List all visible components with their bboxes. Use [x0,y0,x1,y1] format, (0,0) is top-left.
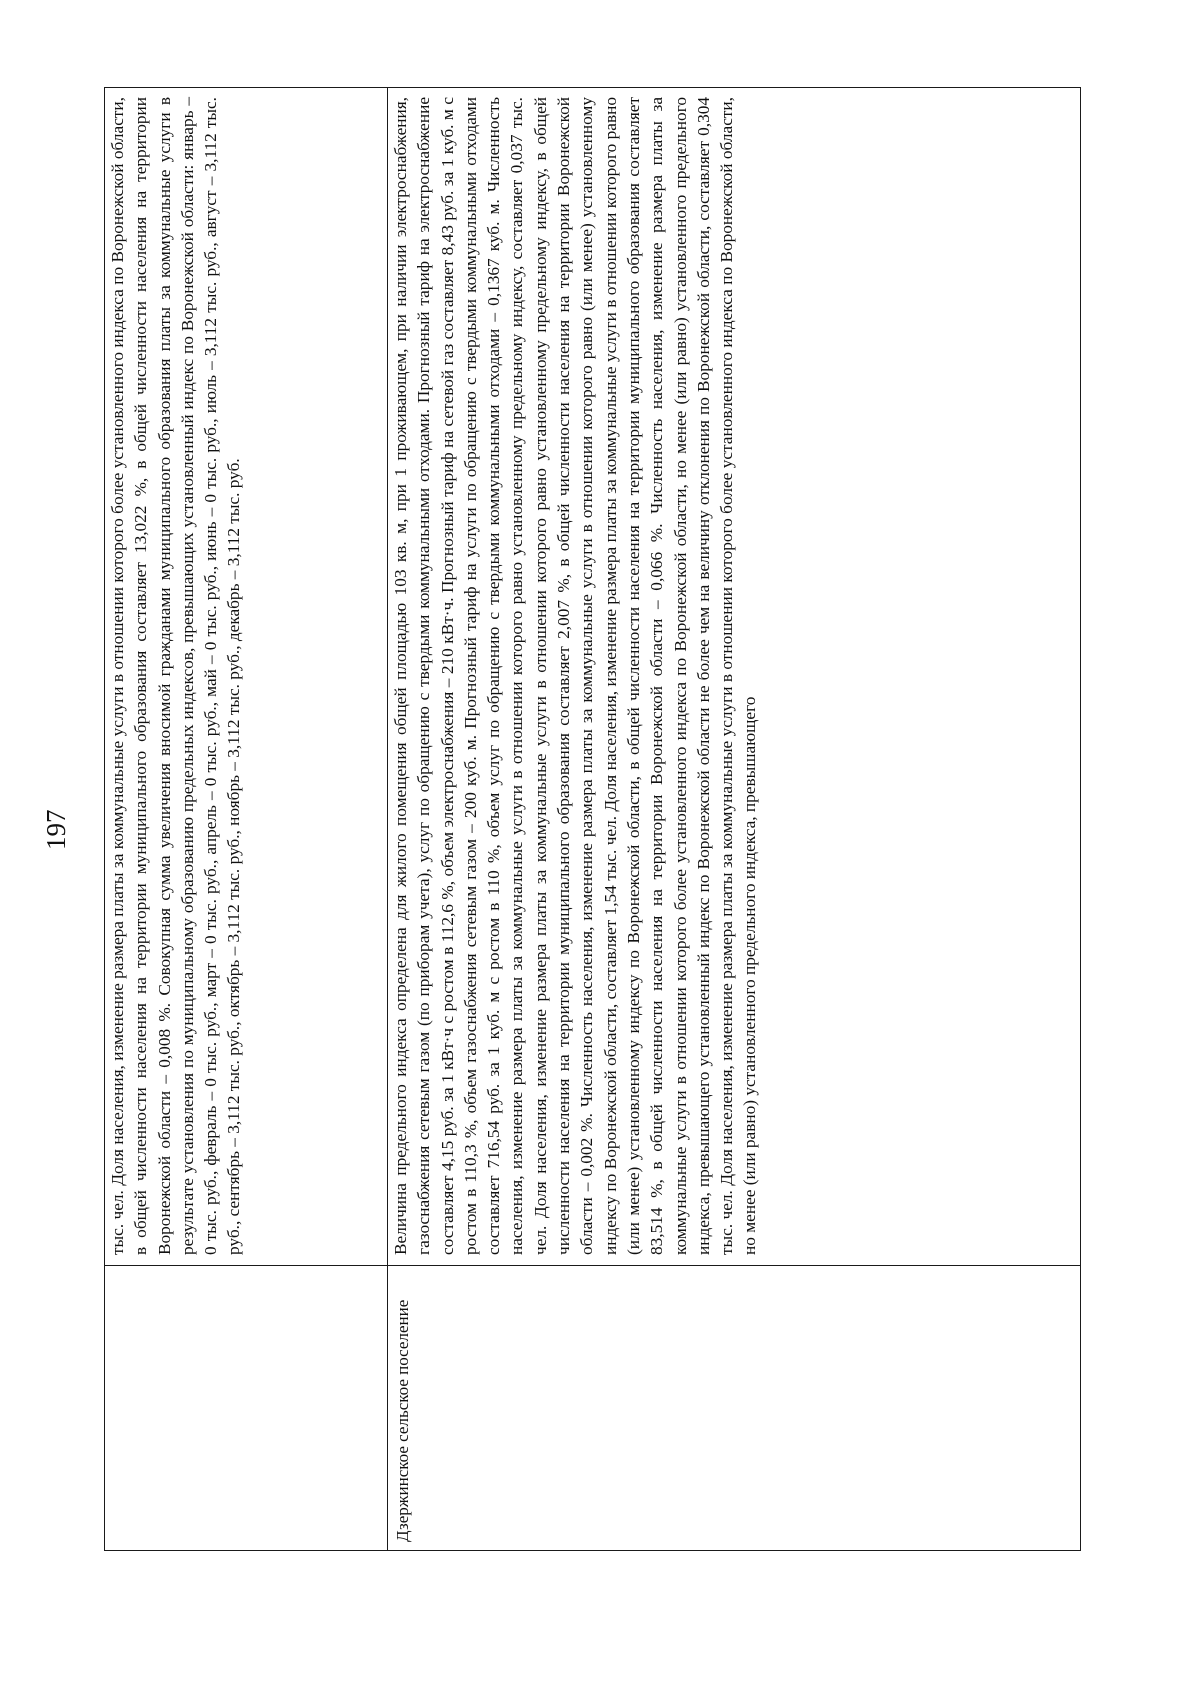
municipality-name-cell [105,1266,388,1551]
description-cell [105,88,388,1266]
table-row [388,88,1081,1551]
description-text: Величина предельного индекса определена для жилого помещения общей площадью 103 кв. м, при 1 проживающем, при наличии электроснабжения, газоснабжения сетевым газом (по приборам учета), услуг по обращению с твердыми коммунальными отходами. Прогнозный тариф на электроснабжение составляет 4,15 руб. за 1 кВт·ч с ростом в 112,6 %, объем электроснабжения – 210 кВт·ч. Прогнозный тариф на сетевой газ составляет 8,43 руб. за 1 куб. м с ростом в 110,3 %, объем газоснабжения сетевым газом – 200 куб. м. Прогнозный тариф на услуги по обращению с твердыми коммунальными отходами составляет 716,54 руб. за 1 куб. м с ростом в 110 %, объем услуг по обращению с твердыми коммунальными отходами – 0,1367 куб. м. Численность населения, изменение размера платы за коммунальные услуги в отношении которого равно установленному предельному индексу, составляет 0,037 тыс. чел. Доля населения, изменение размера платы за коммунальные услуги в отношении которого равно установленному предельному индексу, в общей численности населения на территории муниципального образования составляет 2,007 %, в общей численности населения на территории Воронежской области – 0,002 %. Численность населения, изменение размера платы за коммунальные услуги в отношении которого равно (или менее) установленному индексу по Воронежской области, составляет 1,54 тыс. чел. Доля населения, изменение размера платы за коммунальные услуги в отношении которого равно (или менее) установленному индексу по Воронежской области, в общей численности населения на территории муниципального образования составляет 83,514 %, в общей численности населения на территории Воронежской области – 0,066 %. Численность населения, изменение размера платы за коммунальные услуги в отношении которого более установленного индекса по Воронежской области, но менее (или равно) установленного предельного индекса, превышающего установленный индекс по Воронежской области не более чем на величину отклонения по Воронежской области, составляет 0,304 тыс. чел. Доля населения, изменение размера платы за коммунальные услуги в отношении которого более установленного индекса по Воронежской области, но менее (или равно) установленного предельного индекса, превышающего [391,97,760,1255]
document-table-container [104,87,1062,1551]
municipality-name-cell: Дзержинское сельское поселение [388,1266,1081,1551]
table-row [105,88,388,1551]
page-number: 197 [41,809,71,850]
description-cell [388,88,1081,1266]
description-text: тыс. чел. Доля населения, изменение размера платы за коммунальные услуги в отношении которого более установленного индекса по Воронежской области, в общей численности населения на территории муниципального образования составляет 13,022 %, в общей численности населения на территории Воронежской области – 0,008 %. Совокупная сумма увеличения вносимой гражданами муниципального образования платы за коммунальные услуги в результате установления по муниципальному образованию предельных индексов, превышающих установленный индекс по Воронежской области: январь – 0 тыс. руб., февраль – 0 тыс. руб., март – 0 тыс. руб., апрель – 0 тыс. руб., май – 0 тыс. руб., июнь – 0 тыс. руб., июль – 3,112 тыс. руб., август – 3,112 тыс. руб., сентябрь – 3,112 тыс. руб., октябрь – 3,112 тыс. руб., ноябрь – 3,112 тыс. руб., декабрь – 3,112 тыс. руб. [108,97,244,1255]
document-table [104,87,1081,1551]
